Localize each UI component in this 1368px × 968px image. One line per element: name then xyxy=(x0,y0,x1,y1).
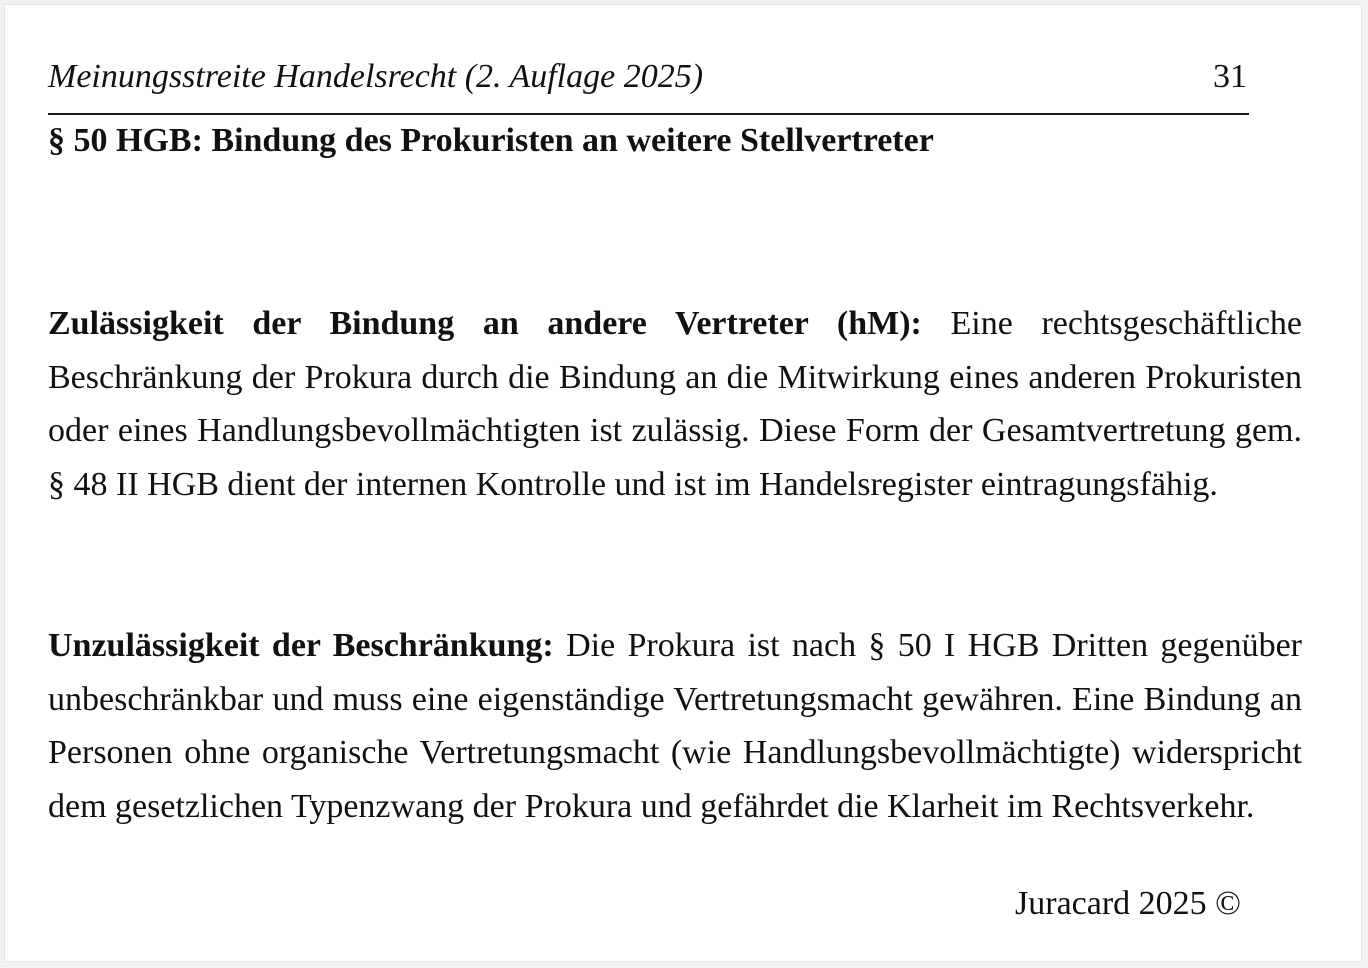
document-card xyxy=(4,4,1362,962)
paragraph-lead: Zulässigkeit der Bindung an andere Vertreter (hM): xyxy=(48,305,922,342)
paragraph-text: Eine rechtsgeschäftliche Beschränkung der Prokura durch die Bindung an die Mitwirkung eines anderen Prokuristen oder eines Handlungsbevollmächtigten ist zulässig. Diese Form der Gesamtvertretung gem. § 48 II HGB dient der internen Kontrolle und ist im Handelsregister eintragungsfähig. xyxy=(48,305,1302,503)
copyright-notice: Juracard 2025 © xyxy=(1015,885,1241,922)
page-header xyxy=(48,55,1249,115)
book-title: Meinungsstreite Handelsrecht (2. Auflage 2025) xyxy=(48,58,704,95)
paragraph-lead: Unzulässigkeit der Beschränkung: xyxy=(48,627,554,664)
page-number: 31 xyxy=(1213,58,1247,95)
opinion-paragraph-admissibility xyxy=(48,297,1302,511)
section-title: § 50 HGB: Bindung des Prokuristen an weitere Stellvertreter xyxy=(48,122,934,159)
opinion-paragraph-inadmissibility xyxy=(48,619,1302,833)
paragraph-text: Die Prokura ist nach § 50 I HGB Dritten gegenüber unbeschränkbar und muss eine eigenständige Vertretungsmacht gewähren. Eine Bindung an Personen ohne organische Vertretungsmacht (wie Handlungsbevollmächtigte) widerspricht dem gesetzlichen Typenzwang der Prokura und gefährdet die Klarheit im Rechtsverkehr. xyxy=(48,627,1302,825)
